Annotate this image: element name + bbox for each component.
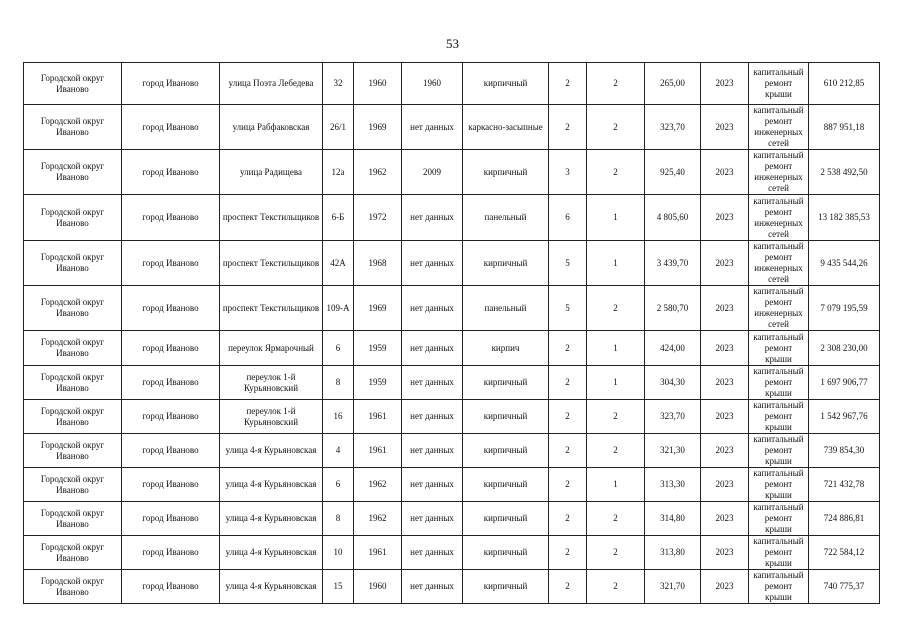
cell-total-area: 4 805,60 xyxy=(645,195,701,241)
cell-planned-year: 2023 xyxy=(701,468,749,502)
cell-settlement: город Иваново xyxy=(122,150,220,195)
cell-wall-material: каркасно-засыпные xyxy=(463,105,549,150)
table-row xyxy=(24,536,880,570)
page-number: 53 xyxy=(446,36,459,51)
cell-floors: 6 xyxy=(549,195,587,241)
cell-year-last-overhaul: нет данных xyxy=(402,570,463,604)
cell-entrances: 2 xyxy=(587,63,645,105)
cell-wall-material: панельный xyxy=(463,195,549,241)
cell-cost: 1 542 967,76 xyxy=(809,400,880,434)
cell-settlement: город Иваново xyxy=(122,366,220,400)
cell-settlement: город Иваново xyxy=(122,502,220,536)
table-row xyxy=(24,286,880,331)
cell-total-area: 321,70 xyxy=(645,570,701,604)
table-row xyxy=(24,105,880,150)
cell-year-built: 1960 xyxy=(354,570,402,604)
cell-entrances: 2 xyxy=(587,150,645,195)
cell-planned-year: 2023 xyxy=(701,502,749,536)
cell-work-type: капитальный ремонт крыши xyxy=(749,63,809,105)
cell-house-number: 42А xyxy=(323,241,354,286)
cell-year-built: 1960 xyxy=(354,63,402,105)
cell-total-area: 323,70 xyxy=(645,105,701,150)
cell-work-type: капитальный ремонт инженерных сетей xyxy=(749,105,809,150)
cell-total-area: 3 439,70 xyxy=(645,241,701,286)
cell-street: улица 4-я Курьяновская xyxy=(220,502,323,536)
cell-year-last-overhaul: нет данных xyxy=(402,366,463,400)
cell-settlement: город Иваново xyxy=(122,241,220,286)
cell-house-number: 8 xyxy=(323,366,354,400)
cell-year-built: 1959 xyxy=(354,366,402,400)
cell-wall-material: кирпичный xyxy=(463,434,549,468)
table-row xyxy=(24,400,880,434)
cell-street: улица 4-я Курьяновская xyxy=(220,536,323,570)
cell-street: улица 4-я Курьяновская xyxy=(220,434,323,468)
cell-settlement: город Иваново xyxy=(122,195,220,241)
cell-total-area: 313,30 xyxy=(645,468,701,502)
cell-municipality: Городской округ Иваново xyxy=(24,105,122,150)
cell-planned-year: 2023 xyxy=(701,536,749,570)
cell-house-number: 6 xyxy=(323,331,354,366)
cell-wall-material: кирпичный xyxy=(463,400,549,434)
cell-year-built: 1962 xyxy=(354,150,402,195)
cell-year-built: 1969 xyxy=(354,286,402,331)
cell-wall-material: кирпичный xyxy=(463,63,549,105)
cell-house-number: 15 xyxy=(323,570,354,604)
table-row xyxy=(24,150,880,195)
cell-year-built: 1972 xyxy=(354,195,402,241)
cell-planned-year: 2023 xyxy=(701,286,749,331)
cell-entrances: 1 xyxy=(587,241,645,286)
cell-floors: 2 xyxy=(549,434,587,468)
cell-floors: 2 xyxy=(549,331,587,366)
cell-street: улица Рабфаковская xyxy=(220,105,323,150)
cell-floors: 5 xyxy=(549,241,587,286)
cell-municipality: Городской округ Иваново xyxy=(24,195,122,241)
cell-total-area: 424,00 xyxy=(645,331,701,366)
cell-floors: 2 xyxy=(549,63,587,105)
cell-year-built: 1961 xyxy=(354,434,402,468)
table-row xyxy=(24,331,880,366)
cell-total-area: 323,70 xyxy=(645,400,701,434)
cell-year-last-overhaul: нет данных xyxy=(402,286,463,331)
cell-planned-year: 2023 xyxy=(701,434,749,468)
cell-house-number: 12а xyxy=(323,150,354,195)
cell-planned-year: 2023 xyxy=(701,400,749,434)
cell-street: переулок Ярмарочный xyxy=(220,331,323,366)
cell-wall-material: кирпичный xyxy=(463,502,549,536)
cell-street: улица Радищева xyxy=(220,150,323,195)
cell-year-last-overhaul: нет данных xyxy=(402,536,463,570)
table-row xyxy=(24,468,880,502)
cell-year-last-overhaul: нет данных xyxy=(402,195,463,241)
table-row xyxy=(24,502,880,536)
cell-floors: 5 xyxy=(549,286,587,331)
cell-year-built: 1959 xyxy=(354,331,402,366)
cell-cost: 1 697 906,77 xyxy=(809,366,880,400)
cell-work-type: капитальный ремонт инженерных сетей xyxy=(749,241,809,286)
cell-entrances: 2 xyxy=(587,570,645,604)
cell-house-number: 109-А xyxy=(323,286,354,331)
cell-year-built: 1961 xyxy=(354,536,402,570)
cell-floors: 2 xyxy=(549,400,587,434)
cell-year-built: 1962 xyxy=(354,502,402,536)
cell-work-type: капитальный ремонт инженерных сетей xyxy=(749,195,809,241)
cell-municipality: Городской округ Иваново xyxy=(24,570,122,604)
cell-year-last-overhaul: нет данных xyxy=(402,468,463,502)
cell-cost: 610 212,85 xyxy=(809,63,880,105)
cell-wall-material: кирпичный xyxy=(463,468,549,502)
cell-total-area: 2 580,70 xyxy=(645,286,701,331)
cell-entrances: 2 xyxy=(587,400,645,434)
cell-cost: 739 854,30 xyxy=(809,434,880,468)
cell-cost: 2 538 492,50 xyxy=(809,150,880,195)
cell-work-type: капитальный ремонт инженерных сетей xyxy=(749,150,809,195)
cell-entrances: 2 xyxy=(587,286,645,331)
cell-work-type: капитальный ремонт крыши xyxy=(749,570,809,604)
cell-total-area: 314,80 xyxy=(645,502,701,536)
cell-municipality: Городской округ Иваново xyxy=(24,366,122,400)
cell-work-type: капитальный ремонт крыши xyxy=(749,468,809,502)
cell-settlement: город Иваново xyxy=(122,105,220,150)
cell-entrances: 1 xyxy=(587,468,645,502)
cell-entrances: 2 xyxy=(587,502,645,536)
cell-house-number: 32 xyxy=(323,63,354,105)
cell-planned-year: 2023 xyxy=(701,570,749,604)
cell-entrances: 1 xyxy=(587,366,645,400)
cell-planned-year: 2023 xyxy=(701,63,749,105)
table-row xyxy=(24,63,880,105)
cell-planned-year: 2023 xyxy=(701,331,749,366)
cell-year-last-overhaul: нет данных xyxy=(402,502,463,536)
cell-street: переулок 1-й Курьяновский xyxy=(220,366,323,400)
cell-entrances: 2 xyxy=(587,434,645,468)
cell-street: улица Поэта Лебедева xyxy=(220,63,323,105)
cell-settlement: город Иваново xyxy=(122,434,220,468)
cell-house-number: 10 xyxy=(323,536,354,570)
cell-entrances: 1 xyxy=(587,331,645,366)
cell-entrances: 1 xyxy=(587,195,645,241)
cell-settlement: город Иваново xyxy=(122,331,220,366)
cell-street: проспект Текстильщиков xyxy=(220,241,323,286)
cell-total-area: 321,30 xyxy=(645,434,701,468)
cell-entrances: 2 xyxy=(587,105,645,150)
cell-planned-year: 2023 xyxy=(701,105,749,150)
cell-municipality: Городской округ Иваново xyxy=(24,241,122,286)
cell-year-built: 1968 xyxy=(354,241,402,286)
cell-work-type: капитальный ремонт крыши xyxy=(749,366,809,400)
cell-street: проспект Текстильщиков xyxy=(220,286,323,331)
cell-house-number: 4 xyxy=(323,434,354,468)
cell-total-area: 265,00 xyxy=(645,63,701,105)
table-row xyxy=(24,570,880,604)
cell-year-last-overhaul: нет данных xyxy=(402,331,463,366)
cell-wall-material: кирпичный xyxy=(463,241,549,286)
cell-house-number: 16 xyxy=(323,400,354,434)
cell-municipality: Городской округ Иваново xyxy=(24,468,122,502)
cell-year-last-overhaul: нет данных xyxy=(402,434,463,468)
cell-cost: 724 886,81 xyxy=(809,502,880,536)
cell-planned-year: 2023 xyxy=(701,195,749,241)
cell-floors: 2 xyxy=(549,468,587,502)
cell-floors: 2 xyxy=(549,536,587,570)
cell-municipality: Городской округ Иваново xyxy=(24,434,122,468)
cell-floors: 2 xyxy=(549,570,587,604)
cell-settlement: город Иваново xyxy=(122,570,220,604)
cell-year-built: 1969 xyxy=(354,105,402,150)
cell-street: улица 4-я Курьяновская xyxy=(220,468,323,502)
cell-settlement: город Иваново xyxy=(122,468,220,502)
cell-wall-material: кирпичный xyxy=(463,570,549,604)
cell-street: переулок 1-й Курьяновский xyxy=(220,400,323,434)
cell-municipality: Городской округ Иваново xyxy=(24,150,122,195)
cell-work-type: капитальный ремонт инженерных сетей xyxy=(749,286,809,331)
cell-work-type: капитальный ремонт крыши xyxy=(749,536,809,570)
cell-settlement: город Иваново xyxy=(122,536,220,570)
cell-municipality: Городской округ Иваново xyxy=(24,331,122,366)
cell-floors: 2 xyxy=(549,502,587,536)
cell-planned-year: 2023 xyxy=(701,366,749,400)
cell-municipality: Городской округ Иваново xyxy=(24,63,122,105)
cell-street: проспект Текстильщиков xyxy=(220,195,323,241)
cell-cost: 740 775,37 xyxy=(809,570,880,604)
cell-year-last-overhaul: 2009 xyxy=(402,150,463,195)
cell-wall-material: кирпичный xyxy=(463,536,549,570)
cell-total-area: 925,40 xyxy=(645,150,701,195)
cell-cost: 9 435 544,26 xyxy=(809,241,880,286)
housing-repair-table xyxy=(23,62,880,604)
cell-wall-material: кирпич xyxy=(463,331,549,366)
cell-settlement: город Иваново xyxy=(122,63,220,105)
cell-municipality: Городской округ Иваново xyxy=(24,286,122,331)
table-body xyxy=(24,63,880,604)
cell-work-type: капитальный ремонт крыши xyxy=(749,331,809,366)
cell-cost: 7 079 195,59 xyxy=(809,286,880,331)
table-row xyxy=(24,366,880,400)
cell-wall-material: кирпичный xyxy=(463,366,549,400)
cell-municipality: Городской округ Иваново xyxy=(24,400,122,434)
cell-settlement: город Иваново xyxy=(122,286,220,331)
table-row xyxy=(24,195,880,241)
cell-settlement: город Иваново xyxy=(122,400,220,434)
cell-work-type: капитальный ремонт крыши xyxy=(749,400,809,434)
cell-work-type: капитальный ремонт крыши xyxy=(749,434,809,468)
cell-cost: 722 584,12 xyxy=(809,536,880,570)
cell-year-last-overhaul: нет данных xyxy=(402,105,463,150)
cell-total-area: 304,30 xyxy=(645,366,701,400)
cell-municipality: Городской округ Иваново xyxy=(24,536,122,570)
cell-planned-year: 2023 xyxy=(701,241,749,286)
cell-house-number: 26/1 xyxy=(323,105,354,150)
cell-street: улица 4-я Курьяновская xyxy=(220,570,323,604)
cell-cost: 13 182 385,53 xyxy=(809,195,880,241)
cell-year-last-overhaul: 1960 xyxy=(402,63,463,105)
cell-wall-material: панельный xyxy=(463,286,549,331)
cell-entrances: 2 xyxy=(587,536,645,570)
cell-cost: 2 308 230,00 xyxy=(809,331,880,366)
cell-work-type: капитальный ремонт крыши xyxy=(749,502,809,536)
cell-house-number: 6-Б xyxy=(323,195,354,241)
cell-house-number: 8 xyxy=(323,502,354,536)
cell-floors: 2 xyxy=(549,366,587,400)
cell-cost: 721 432,78 xyxy=(809,468,880,502)
cell-municipality: Городской округ Иваново xyxy=(24,502,122,536)
cell-house-number: 6 xyxy=(323,468,354,502)
cell-year-last-overhaul: нет данных xyxy=(402,400,463,434)
table-row xyxy=(24,241,880,286)
cell-floors: 2 xyxy=(549,105,587,150)
cell-planned-year: 2023 xyxy=(701,150,749,195)
cell-cost: 887 951,18 xyxy=(809,105,880,150)
cell-floors: 3 xyxy=(549,150,587,195)
table-row xyxy=(24,434,880,468)
cell-year-last-overhaul: нет данных xyxy=(402,241,463,286)
cell-year-built: 1962 xyxy=(354,468,402,502)
cell-total-area: 313,80 xyxy=(645,536,701,570)
cell-year-built: 1961 xyxy=(354,400,402,434)
cell-wall-material: кирпичный xyxy=(463,150,549,195)
